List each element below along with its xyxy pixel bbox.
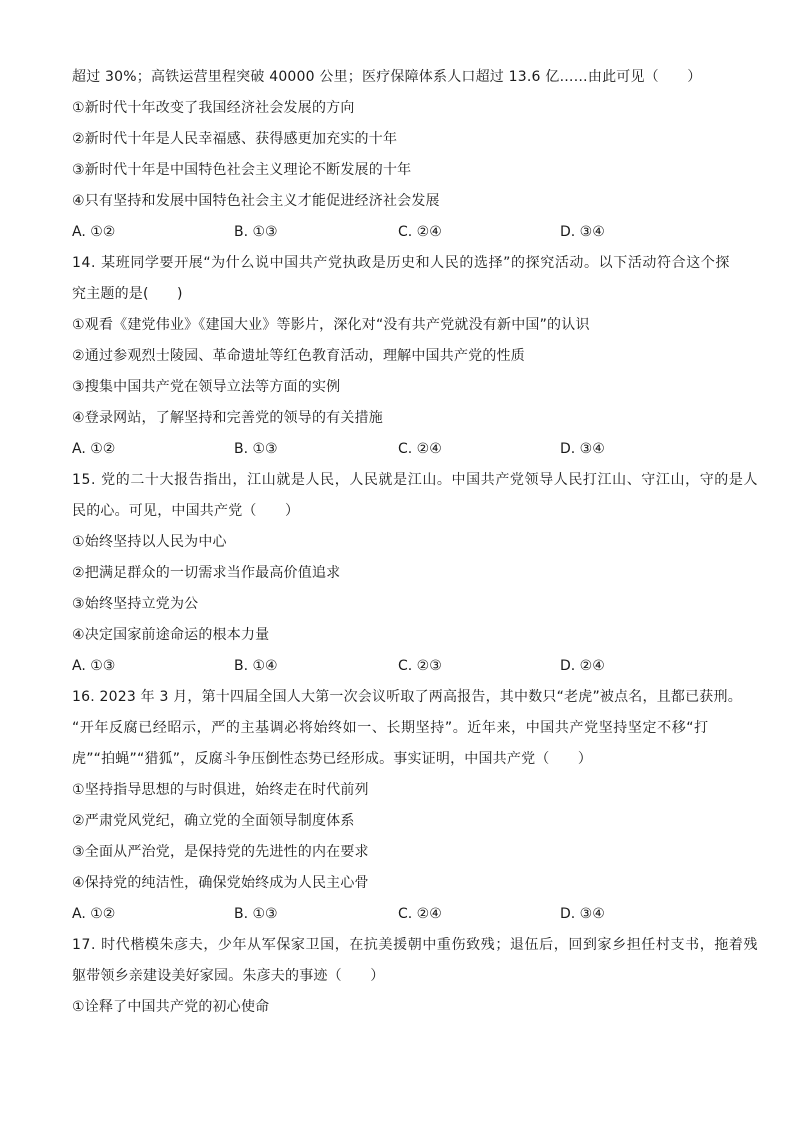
statement-item: ①诠释了中国共产党的初心使命 <box>72 999 270 1015</box>
option-d: D. ②④ <box>560 658 605 674</box>
answer-options <box>72 651 732 682</box>
option-b: B. ①③ <box>234 441 278 457</box>
statement-item: ③新时代十年是中国特色社会主义理论不断发展的十年 <box>72 162 412 178</box>
question-14 <box>72 248 732 465</box>
question-stem-line: 虎”“拍蝇”“猎狐”，反腐斗争压倒性态势已经形成。事实证明，中国共产党（ ） <box>72 751 593 767</box>
option-c: C. ②④ <box>398 441 442 457</box>
option-a: A. ①② <box>72 441 116 457</box>
question-16 <box>72 682 742 930</box>
option-a: A. ①② <box>72 906 116 922</box>
question-13 <box>72 62 732 248</box>
statement-item: ④决定国家前途命运的根本力量 <box>72 627 270 643</box>
question-stem-line: “开年反腐已经昭示，严的主基调必将始终如一、长期坚持”。近年来，中国共产党坚持坚定不移“打 <box>72 720 709 736</box>
option-a: A. ①③ <box>72 658 116 674</box>
question-stem-line: 民的心。可见，中国共产党（ ） <box>72 503 300 519</box>
option-c: C. ②③ <box>398 658 442 674</box>
answer-options <box>72 899 732 930</box>
statement-item: ②严肃党风党纪，确立党的全面领导制度体系 <box>72 813 355 829</box>
statement-item: ①观看《建党伟业》《建国大业》等影片，深化对“没有共产党就没有新中国”的认识 <box>72 317 590 333</box>
statement-item: ②新时代十年是人民幸福感、获得感更加充实的十年 <box>72 131 398 147</box>
statement-item: ①始终坚持以人民为中心 <box>72 534 227 550</box>
option-b: B. ①③ <box>234 906 278 922</box>
question-stem-line: 躯带领乡亲建设美好家园。朱彦夫的事迹（ ） <box>72 968 385 984</box>
statement-item: ③搜集中国共产党在领导立法等方面的实例 <box>72 379 341 395</box>
statement-item: ②把满足群众的一切需求当作最高价值追求 <box>72 565 341 581</box>
question-stem-line: 14. 某班同学要开展“为什么说中国共产党执政是历史和人民的选择”的探究活动。以下活动符合这个探 <box>72 255 731 271</box>
option-b: B. ①③ <box>234 224 278 240</box>
question-17 <box>72 930 759 1023</box>
question-stem-line: 16. 2023 年 3 月，第十四届全国人大第一次会议听取了两高报告，其中数只“老虎”被点名，且都已获刑。 <box>72 689 742 705</box>
option-d: D. ③④ <box>560 224 605 240</box>
statement-item: ②通过参观烈士陵园、革命遗址等红色教育活动，理解中国共产党的性质 <box>72 348 525 364</box>
option-b: B. ①④ <box>234 658 278 674</box>
question-15 <box>72 465 759 682</box>
statement-item: ③全面从严治党，是保持党的先进性的内在要求 <box>72 844 369 860</box>
answer-options <box>72 434 732 465</box>
option-d: D. ③④ <box>560 441 605 457</box>
statement-item: ①坚持指导思想的与时俱进，始终走在时代前列 <box>72 782 369 798</box>
statement-item: ④只有坚持和发展中国特色社会主义才能促进经济社会发展 <box>72 193 440 209</box>
statement-item: ③始终坚持立党为公 <box>72 596 199 612</box>
question-stem-line: 究主题的是( ) <box>72 286 183 302</box>
question-stem-line: 17. 时代楷模朱彦夫，少年从军保家卫国，在抗美援朝中重伤致残；退伍后，回到家乡担任村支书，拖着残 <box>72 937 759 953</box>
question-stem-line: 15. 党的二十大报告指出，江山就是人民，人民就是江山。中国共产党领导人民打江山、守江山，守的是人 <box>72 472 759 488</box>
exam-page <box>72 62 759 1023</box>
answer-options <box>72 217 732 248</box>
option-d: D. ③④ <box>560 906 605 922</box>
statement-item: ④保持党的纯洁性，确保党始终成为人民主心骨 <box>72 875 369 891</box>
question-stem-line: 超过 30%；高铁运营里程突破 40000 公里；医疗保障体系人口超过 13.6 亿……由此可见（ ） <box>72 69 702 85</box>
statement-item: ④登录网站，了解坚持和完善党的领导的有关措施 <box>72 410 383 426</box>
option-a: A. ①② <box>72 224 116 240</box>
option-c: C. ②④ <box>398 906 442 922</box>
statement-item: ①新时代十年改变了我国经济社会发展的方向 <box>72 100 355 116</box>
option-c: C. ②④ <box>398 224 442 240</box>
